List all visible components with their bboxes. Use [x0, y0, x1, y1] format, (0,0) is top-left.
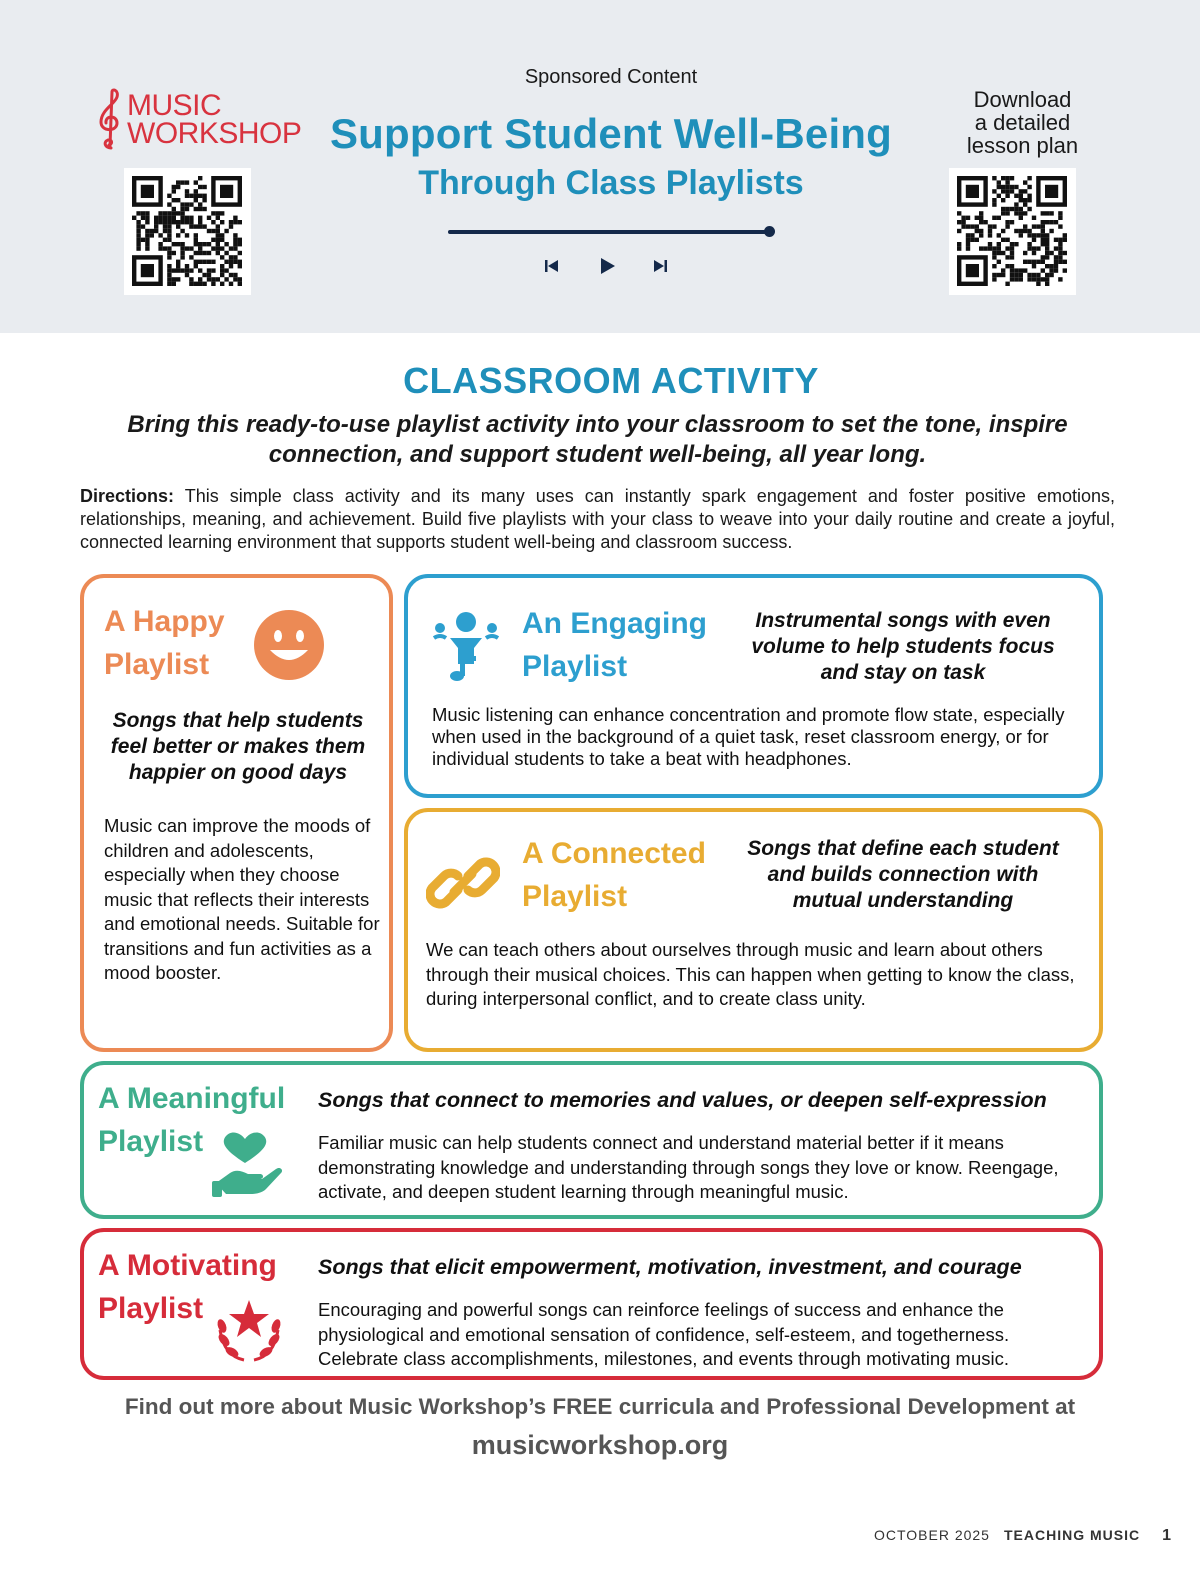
- footer-publication: TEACHING MUSIC: [1003, 1527, 1141, 1543]
- intro-text: Bring this ready-to-use playlist activity into your classroom to set the tone, inspire connection, and support student well-being, all year long.: [127, 411, 1068, 468]
- meaningful-title-2: Playlist: [98, 1125, 204, 1158]
- footer-date: OCTOBER 2025: [873, 1527, 990, 1543]
- section-title: CLASSROOM ACTIVITY: [403, 360, 819, 401]
- previous-track-icon[interactable]: [542, 256, 562, 276]
- qr-code-icon: [949, 168, 1076, 295]
- logo-line-2: WORKSHOP: [127, 117, 302, 150]
- happy-title-2: Playlist: [104, 648, 210, 681]
- motivating-body: Encouraging and powerful songs can reinforce feelings of success and enhance the physiological and emotional sensation of confidence, self-esteem, and togetherness. Celebrate class accomplishments, milestones, and events through motivating music.: [318, 1299, 1010, 1369]
- page-footer: [874, 1527, 1172, 1545]
- download-line-3: lesson plan: [966, 133, 1079, 158]
- focused-person-icon: [430, 608, 502, 684]
- meaningful-tagline: Songs that connect to memories and values, or deepen self-expression: [318, 1088, 1047, 1112]
- logo-line-1: MUSIC: [127, 89, 222, 122]
- engaging-tagline: Instrumental songs with even volume to help students focus and stay on task: [751, 609, 1055, 684]
- page-number: 1: [1162, 1527, 1172, 1544]
- directions-text: This simple class activity and its many uses can instantly spark engagement and foster positive emotions, relationships, meaning, and achievement. Build five playlists with your class to weave into your daily routine and create a joyful, connected learning environment that supports student well-being and classroom success.: [80, 486, 1115, 552]
- meaningful-body: Familiar music can help students connect and understand material better if it means demonstrating knowledge and understanding through songs they love or know. Reengage, activate, and deepen student learning through meaningful music.: [318, 1132, 1059, 1202]
- engaging-body: Music listening can enhance concentration and promote flow state, especially when used in the background of a quiet task, reset classroom energy, or for individual students to take a beat with headphones.: [432, 704, 1065, 769]
- connected-title-1: A Connected: [522, 837, 706, 870]
- card-motivating-playlist: [80, 1228, 1103, 1380]
- motivating-title-1: A Motivating: [98, 1249, 277, 1282]
- smiley-face-icon: [252, 608, 326, 682]
- directions-label: Directions:: [80, 486, 175, 506]
- sponsored-label: Sponsored Content: [524, 66, 698, 88]
- motivating-tagline: Songs that elicit empowerment, motivation, investment, and courage: [318, 1255, 1022, 1279]
- footer-promo-text: Find out more about Music Workshop’s FREE curricula and Professional Development at: [124, 1394, 1076, 1419]
- card-engaging-playlist: [404, 574, 1103, 798]
- meaningful-title-1: A Meaningful: [98, 1082, 286, 1115]
- download-line-2: a detailed: [974, 110, 1071, 135]
- happy-title-1: A Happy: [104, 605, 225, 638]
- connected-title-2: Playlist: [522, 880, 628, 913]
- card-meaningful-playlist: [80, 1061, 1103, 1219]
- player-progress-bar[interactable]: [448, 230, 768, 234]
- connected-tagline: Songs that define each student and builds connection with mutual understanding: [747, 837, 1059, 912]
- card-connected-playlist: [404, 808, 1103, 1052]
- happy-tagline: Songs that help students feel better or makes them happier on good days: [110, 709, 366, 784]
- next-track-icon[interactable]: [650, 256, 670, 276]
- download-lesson-plan[interactable]: [950, 88, 1095, 157]
- download-line-1: Download: [973, 87, 1072, 112]
- card-happy-playlist: [80, 574, 393, 1052]
- heart-in-hand-icon: [212, 1127, 286, 1199]
- page-title: Support Student Well-Being: [329, 110, 893, 157]
- chain-link-icon: [426, 846, 500, 920]
- qr-code-right[interactable]: [949, 168, 1076, 295]
- directions-paragraph: [80, 485, 1115, 554]
- player-progress-knob[interactable]: [764, 226, 775, 237]
- play-icon[interactable]: [597, 256, 617, 276]
- page-subtitle: Through Class Playlists: [418, 164, 804, 202]
- motivating-title-2: Playlist: [98, 1292, 204, 1325]
- connected-body: We can teach others about ourselves through music and learn about others through their musical choices. This can happen when getting to know the class, during interpersonal conflict, and to create class unity.: [426, 939, 1075, 1009]
- happy-body: Music can improve the moods of children and adolescents, especially when they choose music that reflects their interests and emotional needs. Suitable for transitions and fun activities as a mood booster.: [104, 815, 380, 983]
- engaging-title-1: An Engaging: [522, 607, 707, 640]
- footer-url-link[interactable]: musicworkshop.org: [471, 1430, 729, 1460]
- engaging-title-2: Playlist: [522, 650, 628, 683]
- star-laurel-icon: [214, 1296, 284, 1366]
